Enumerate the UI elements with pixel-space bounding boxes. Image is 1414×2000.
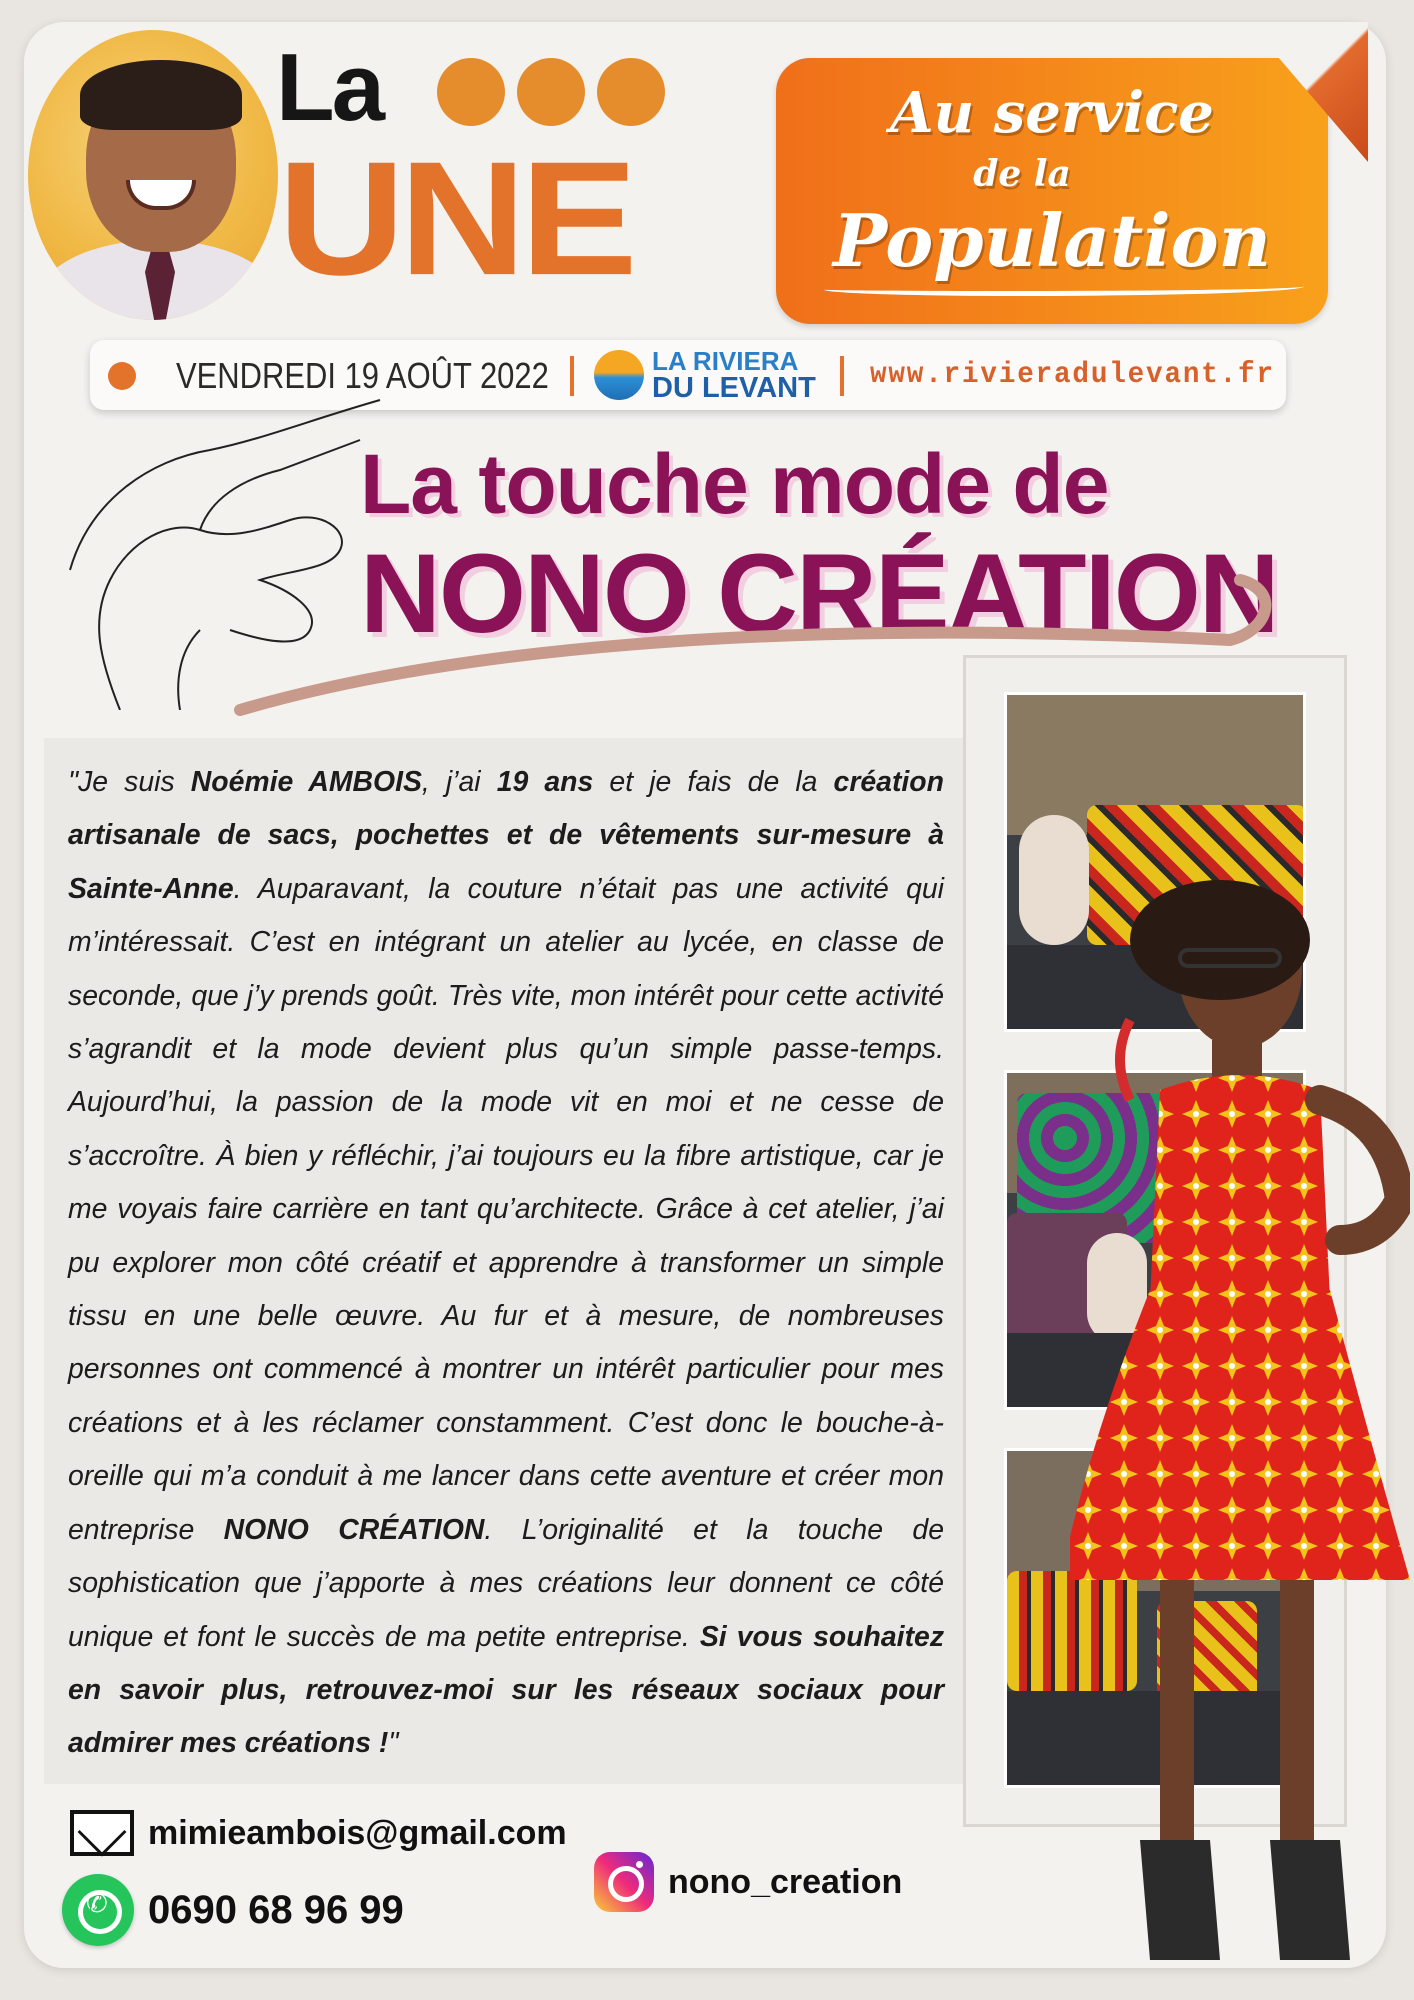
author-avatar <box>28 30 278 320</box>
brand-line2: DU LEVANT <box>652 372 816 404</box>
instagram-icon <box>594 1852 654 1912</box>
article-emphasis: Si vous souhaitez en savoir plus, retrouvez-moi sur les réseaux sociaux pour admirer mes créations ! <box>68 1620 945 1760</box>
service-banner <box>776 58 1328 324</box>
headline-line2: NONO CRÉATION <box>360 531 1278 656</box>
article-emphasis: création artisanale de sacs, pochettes et de vêtements sur-mesure à Sainte-Anne <box>68 766 944 905</box>
headline-line1: La touche mode de <box>360 437 1109 531</box>
article-text-run: " <box>388 1727 399 1760</box>
service-line3: Population <box>833 198 1271 283</box>
article-emphasis: 19 ans <box>496 766 594 798</box>
mail-icon <box>70 1810 134 1856</box>
email-address[interactable]: mimieambois@gmail.com <box>148 1814 567 1852</box>
instagram-handle[interactable]: nono_creation <box>668 1863 903 1901</box>
article-body <box>44 738 964 1784</box>
whatsapp-icon <box>62 1874 134 1946</box>
separator <box>570 356 574 396</box>
issue-date: VENDREDI 19 AOÛT 2022 <box>176 355 549 396</box>
masthead-une: UNE <box>278 128 632 310</box>
article-paragraph <box>68 756 944 1771</box>
article-text-run: "Je suis <box>68 766 191 798</box>
email-contact[interactable] <box>70 1810 567 1856</box>
riviera-logo <box>594 350 644 400</box>
service-line1: Au service <box>890 80 1214 146</box>
brand-name <box>652 348 816 403</box>
separator <box>840 356 844 396</box>
masthead-dots <box>437 58 665 126</box>
article-text-run: . Auparavant, la couture n’était pas une activité qui m’intéressait. C’est en intégrant un atelier au lycée, en classe de seconde, que j’y prends goût. Très vite, mon intérêt pour cette activité s’agrandit et la mode devient plus qu’un simple passe-temps. Aujourd’hui, la passion de la mode vit en moi et ne cesse de s’accroître. À bien y réfléchir, j’ai toujours eu la fibre artistique, car je me voyais faire carrière en tant qu’architecte. Grâce à cet atelier, j’ai pu explorer mon côté créatif et apprendre à transformer un simple tissu en une belle œuvre. Au fur et à mesure, de nombreuses personnes ont commencé à montrer un intérêt particulier pour mes créations et à les réclamer constamment. C’est donc le bouche-à-oreille qui m’a conduit à me lancer dans cette aventure et créer mon entreprise <box>68 872 944 1546</box>
article-emphasis: Noémie AMBOIS <box>190 766 422 798</box>
website-link[interactable]: www.rivieradulevant.fr <box>870 358 1275 392</box>
phone-contact[interactable] <box>62 1874 404 1946</box>
instagram-contact[interactable] <box>594 1852 902 1912</box>
article-emphasis: NONO CRÉATION <box>223 1513 485 1546</box>
article-text-run: et je fais de la <box>593 766 834 798</box>
masthead-la: La <box>276 34 383 141</box>
designer-photo <box>1070 880 1410 1990</box>
brand-line1: LA RIVIERA <box>652 346 799 376</box>
article-text-run: . L’originalité et la touche de sophistication que j’apporte à mes créations leur donnent ce côté unique et font le succès de ma petite entreprise. <box>68 1513 945 1653</box>
article-text-run: , j’ai <box>421 766 497 798</box>
service-line2: de la <box>973 153 1071 195</box>
phone-number[interactable]: 0690 68 96 99 <box>148 1888 404 1932</box>
service-swoosh <box>824 280 1304 296</box>
